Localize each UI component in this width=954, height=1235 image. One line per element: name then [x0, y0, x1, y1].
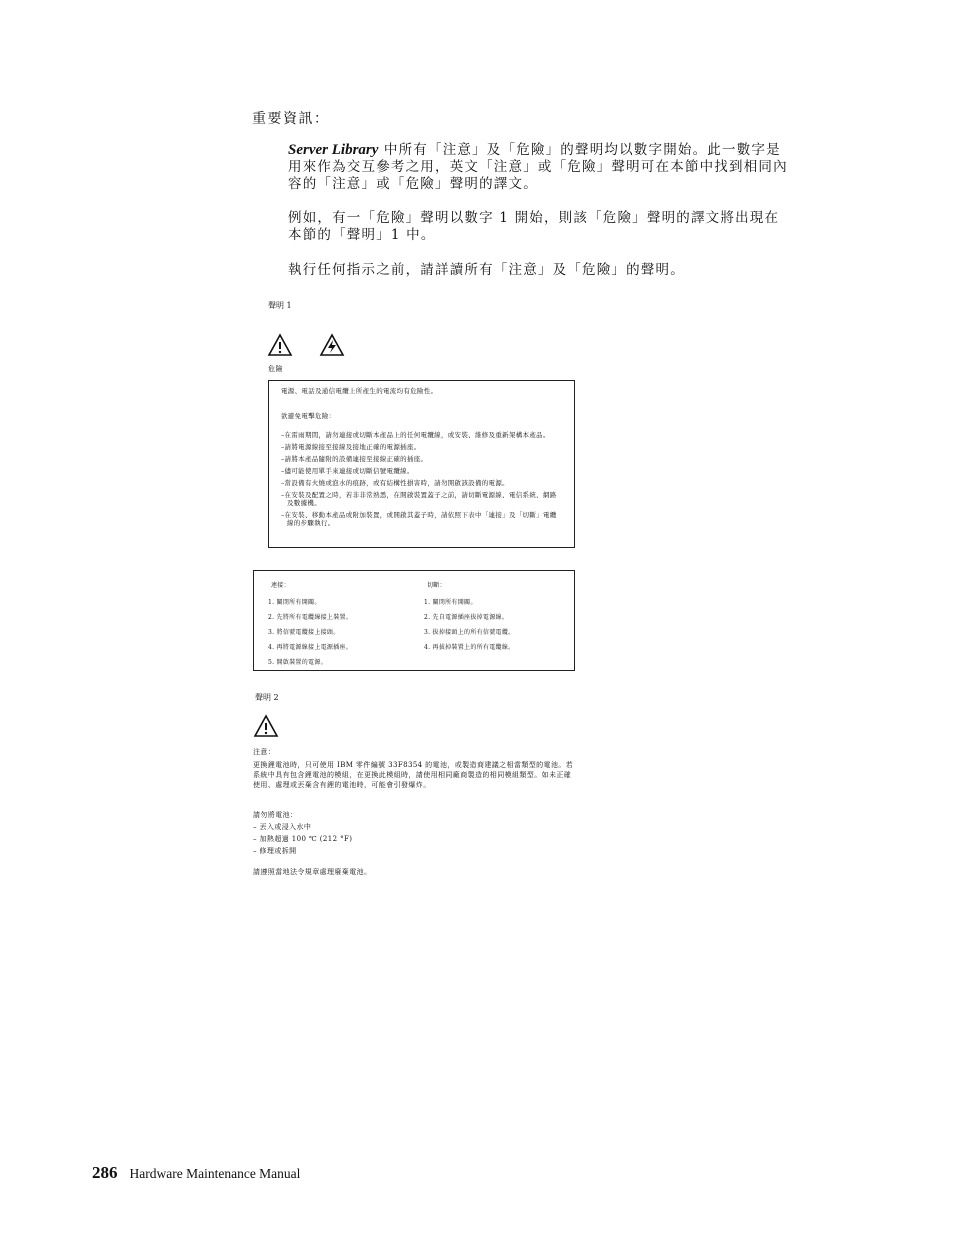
intro-title: 重要資訊： [252, 111, 330, 127]
page-number: 286 [92, 1163, 118, 1182]
danger-line-1: 電源、電話及通信電纜上所產生的電流均有危險性。 [281, 387, 438, 395]
server-library-name: Server Library [288, 142, 379, 158]
danger-item: –在雷雨期間，請勿連接或切斷本產品上的任何電纜線，或安裝、維修及重新架構本產品。 [281, 431, 550, 439]
connect-step: 4. 再將電源線接上電源插座。 [268, 644, 353, 651]
caution-item: – 修理或拆開 [253, 847, 297, 855]
danger-box [268, 380, 575, 548]
danger-item: –請將電源線接至接線及接地正確的電源插座。 [281, 443, 421, 451]
dispose-text: 請遵照當地法令規章處理廢棄電池。 [253, 868, 372, 876]
intro-paragraph-2: 例如，有一「危險」聲明以數字 1 開始，則該「危險」聲明的譯文將出現在本節的「聲明」1 中。 [288, 210, 780, 243]
connect-disconnect-table [253, 570, 575, 671]
disconnect-step: 3. 拔掉接頭上的所有信號電纜。 [424, 629, 515, 636]
warning-triangle-icon [253, 714, 279, 738]
page-footer [92, 1163, 300, 1183]
statement-1-label: 聲明 1 [268, 301, 292, 310]
connect-column [268, 582, 352, 674]
danger-item: –請將本產品隨附的設備連接至接線正確的插座。 [281, 455, 428, 463]
intro-paragraph-1 [288, 142, 788, 193]
intro-paragraph-3: 執行任何指示之前，請詳讀所有「注意」及「危險」的聲明。 [288, 262, 685, 278]
warning-triangle-icon [267, 333, 293, 357]
intro-paragraph-1-text: 中所有「注意」及「危險」的聲明均以數字開始。此一數字是用來作為交互參考之用，英文「注意」或「危險」聲明可在本節中找到相同內容的「注意」或「危險」聲明的譯文。 [288, 142, 788, 192]
connect-step: 2. 先將所有電纜線接上裝置。 [268, 614, 353, 621]
manual-title: Hardware Maintenance Manual [129, 1166, 301, 1181]
statement-2-label: 聲明 2 [255, 693, 279, 702]
caution-item: – 丟入或浸入水中 [253, 823, 312, 831]
caution-text: 更換鋰電池時，只可使用 IBM 零件編號 33F8354 的電池，或製造商建議之相當類型的電池。若系統中具有包含鋰電池的模組，在更換此模組時，請使用相同廠商製造的相同模組類型。如未正確使用、處理或丟棄含有鋰的電池時，可能會引發爆炸。 [253, 761, 574, 789]
do-not-label: 請勿將電池： [253, 811, 298, 819]
connect-step: 5. 開啟裝置的電源。 [268, 659, 327, 666]
disconnect-step: 2. 先自電源插座拔掉電源線。 [424, 614, 509, 621]
electrical-hazard-icon [319, 333, 345, 357]
danger-item: –當設備有火燒或泡水的痕跡，或有結構性損害時，請勿開啟該設備的電源。 [281, 479, 509, 487]
caution-item: – 加熱超過 100 ℃ (212 °F) [253, 835, 353, 843]
danger-item: –儘可能使用單手來連接或切斷信號電纜線。 [281, 467, 414, 475]
danger-item: –在安裝及配置之時，若非非常熟悉，在開啟裝置蓋子之前，請切斷電源線、電信系統、網路及數據機。 [281, 491, 557, 507]
danger-list [281, 431, 562, 527]
disconnect-title: 切斷： [427, 582, 446, 589]
disconnect-step: 4. 再拔掉裝置上的所有電纜線。 [424, 644, 515, 651]
connect-step: 3. 將信號電纜接上接頭。 [268, 629, 340, 636]
danger-item: –在安裝、移動本產品或附加裝置，或開啟其蓋子時，請依照下表中「連接」及「切斷」電纜線的步驟執行。 [281, 511, 557, 527]
danger-label: 危險 [268, 365, 283, 373]
disconnect-column [424, 582, 514, 659]
connect-step: 1. 關閉所有開關。 [268, 599, 321, 606]
danger-line-2: 欲避免電擊危險： [281, 412, 336, 420]
disconnect-step: 1. 關閉所有開關。 [424, 599, 477, 606]
connect-title: 連接： [271, 582, 290, 589]
caution-label: 注意： [253, 748, 276, 756]
